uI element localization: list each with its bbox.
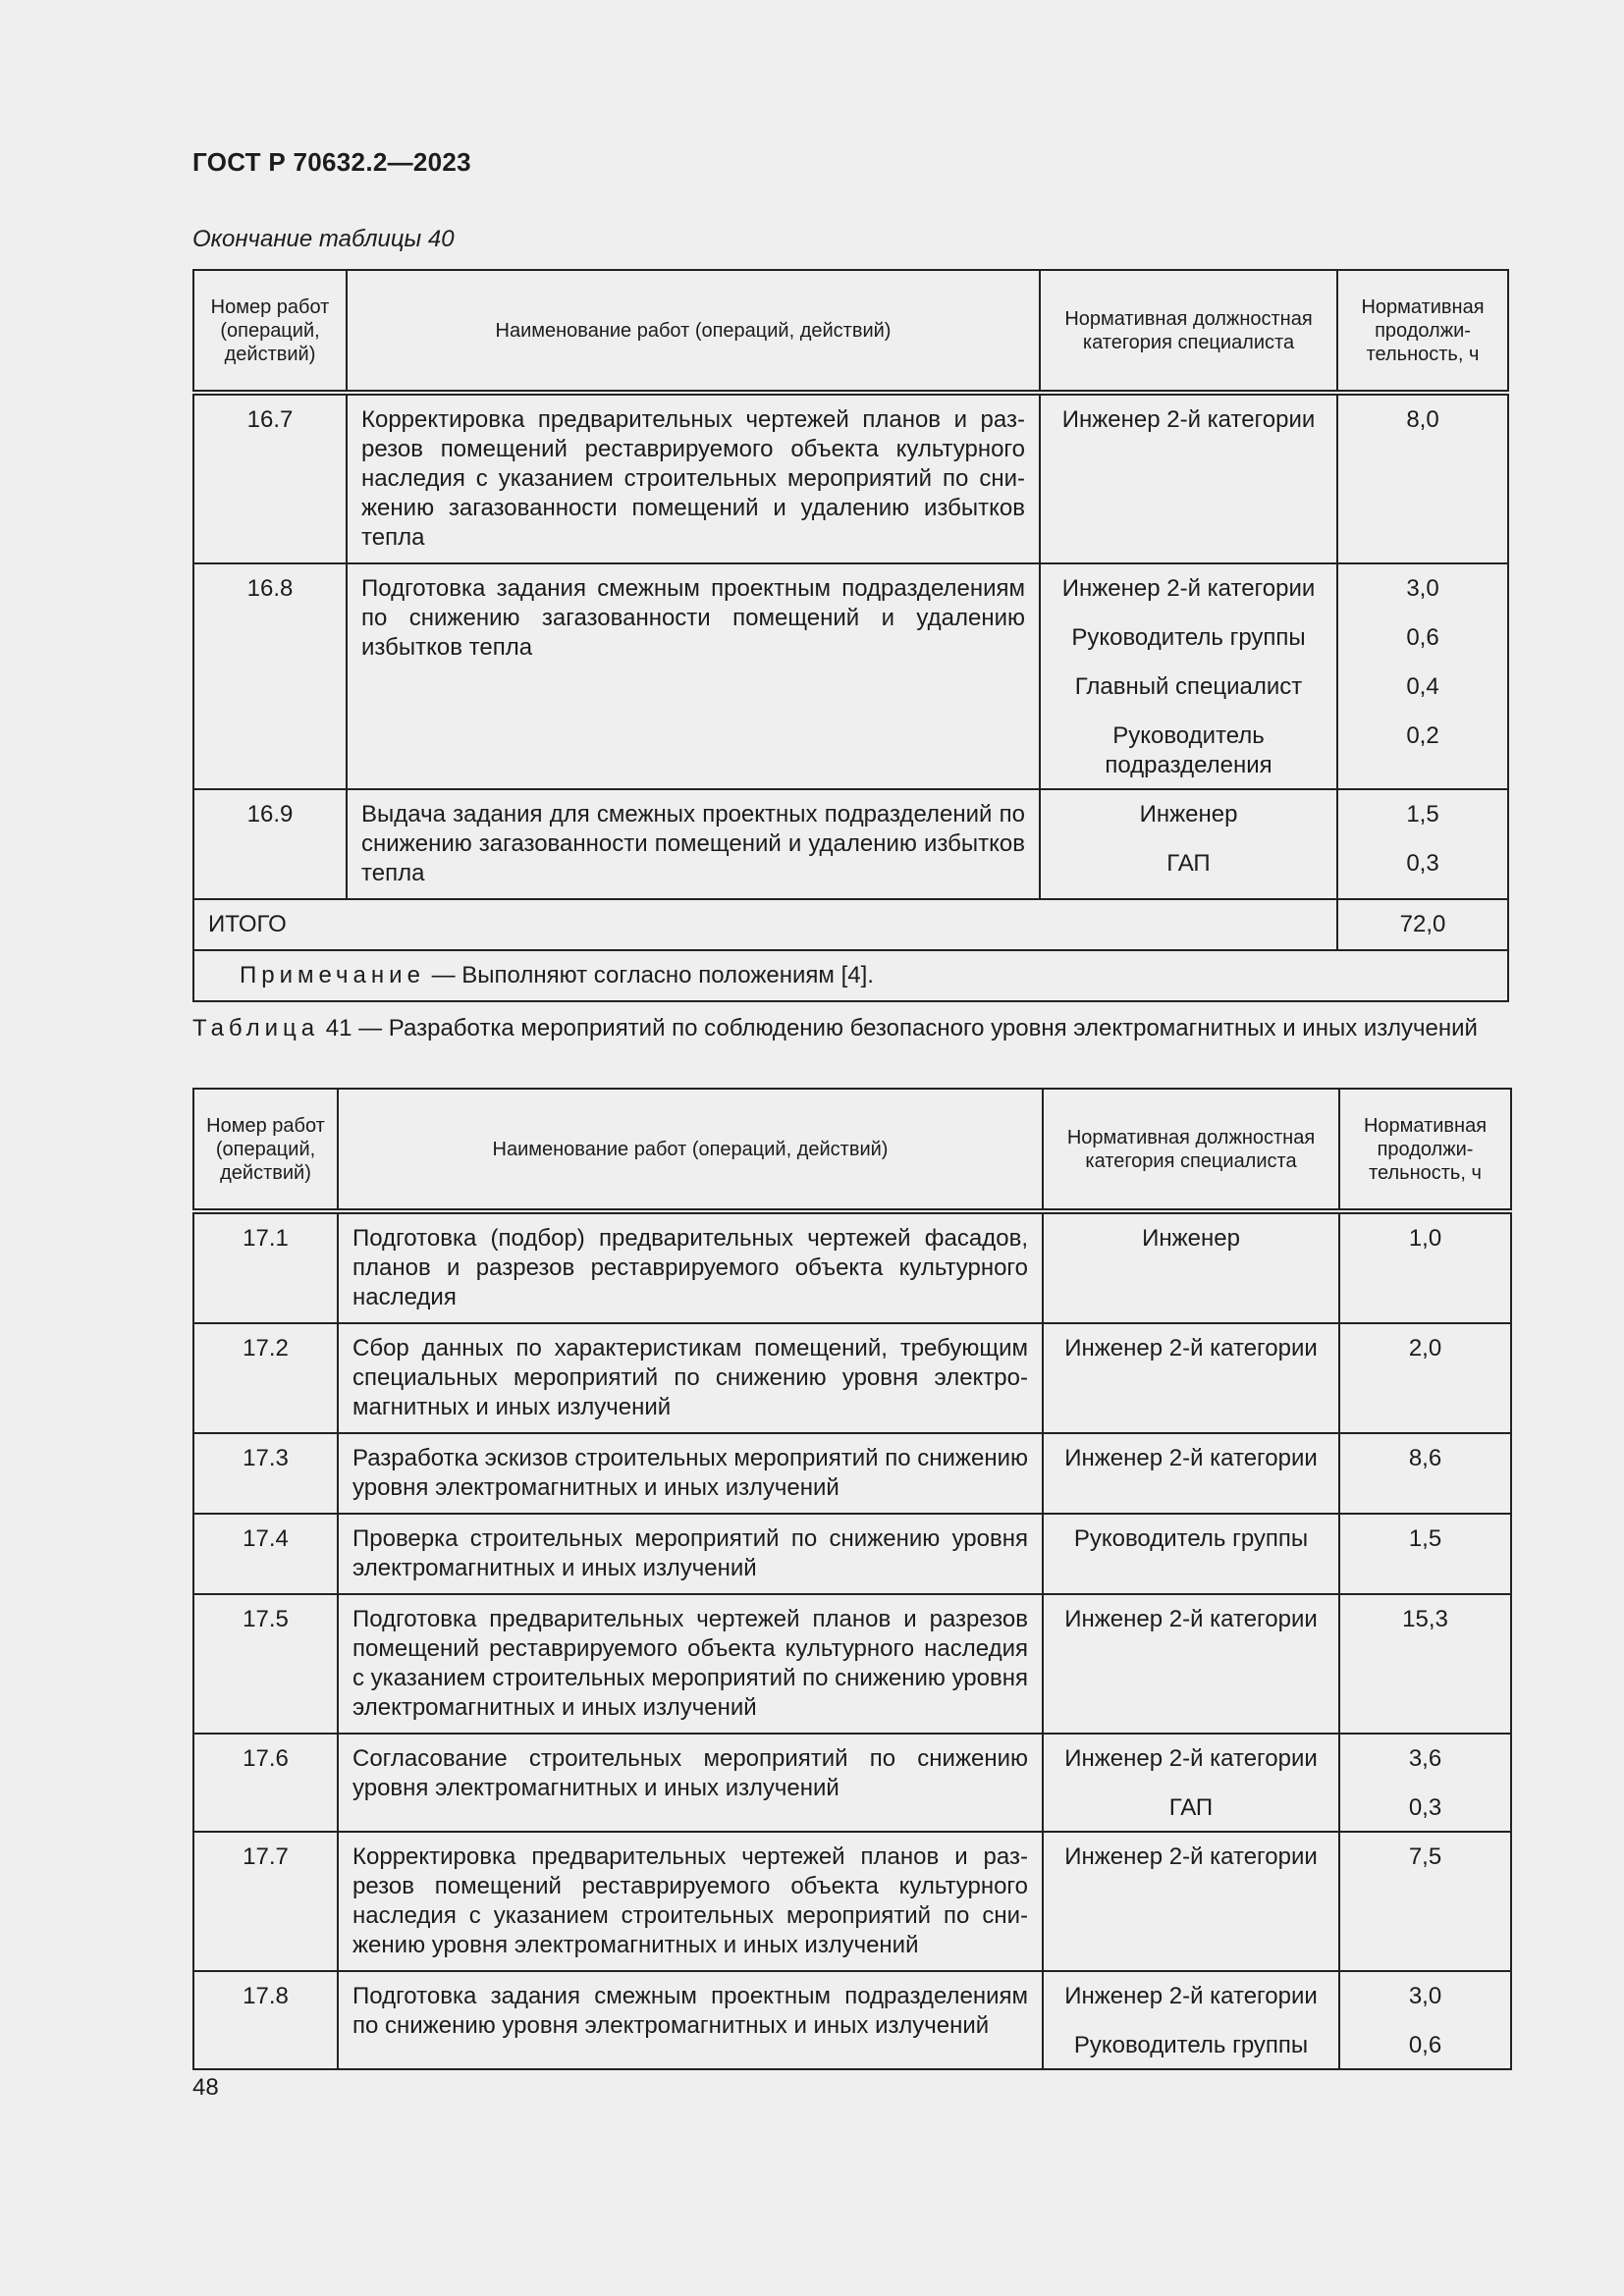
table-row <box>193 1734 1511 1832</box>
specialist-category-cell <box>1043 1211 1339 1323</box>
work-number: 16.9 <box>193 789 347 899</box>
note-dash: — <box>424 962 462 988</box>
specialist-category-cell <box>1043 1594 1339 1734</box>
table-40 <box>192 269 1509 1002</box>
duration-hours: 8,0 <box>1406 406 1439 433</box>
duration-hours: 7,5 <box>1408 1843 1442 1870</box>
specialist-category: Инженер 2-й категории <box>1064 1606 1318 1632</box>
duration-hours: 0,2 <box>1406 722 1439 749</box>
table41-body <box>193 1211 1511 2069</box>
work-number: 17.3 <box>193 1433 338 1514</box>
specialist-category: Инженер 2-й категории <box>1061 575 1316 602</box>
duration-cell <box>1339 1971 1511 2069</box>
header-duration: Нормативная продолжи-тельность, ч <box>1337 270 1508 393</box>
specialist-category: Инженер 2-й категории <box>1064 1335 1318 1362</box>
duration-hours: 3,0 <box>1406 575 1439 602</box>
work-number: 17.5 <box>193 1594 338 1734</box>
duration-hours: 0,6 <box>1406 624 1439 651</box>
page-number: 48 <box>192 2074 219 2101</box>
header-num: Номер работ (операций, действий) <box>193 1089 338 1211</box>
table41-caption-text: 41 — Разработка мероприятий по соблюдению безопасного уровня электромагнитных и иных излучений <box>319 1015 1478 1041</box>
duration-cell <box>1339 1594 1511 1734</box>
work-name: Разработка эскизов строительных мероприятий по снижению уровня электромагнитных и иных излучений <box>338 1433 1043 1514</box>
work-number: 17.4 <box>193 1514 338 1594</box>
duration-hours: 1,5 <box>1406 801 1439 828</box>
duration-cell <box>1337 393 1508 563</box>
duration-hours: 2,0 <box>1408 1335 1442 1362</box>
specialist-category-cell <box>1043 1433 1339 1514</box>
specialist-category: ГАП <box>1166 850 1211 877</box>
work-number: 17.1 <box>193 1211 338 1323</box>
table-row <box>193 1832 1511 1971</box>
document-code: ГОСТ Р 70632.2—2023 <box>192 147 471 177</box>
duration-hours: 1,0 <box>1408 1225 1442 1252</box>
specialist-category: Главный специалист <box>1074 673 1303 700</box>
specialist-category: Инженер 2-й категории <box>1061 406 1316 433</box>
specialist-category-cell <box>1043 1971 1339 2069</box>
duration-hours: 3,6 <box>1408 1745 1442 1772</box>
specialist-category: Инженер <box>1139 801 1238 828</box>
table-row <box>193 1514 1511 1594</box>
note-text: Выполняют согласно положениям [4]. <box>461 962 874 988</box>
specialist-category: Руководитель группы <box>1073 2032 1309 2058</box>
duration-cell <box>1339 1211 1511 1323</box>
duration-cell <box>1339 1734 1511 1832</box>
specialist-category-cell <box>1040 393 1337 563</box>
work-name: Подготовка задания смежным проектным подразделениям по снижению загазованности помещений и удалению избытков тепла <box>347 563 1040 789</box>
duration-cell <box>1339 1832 1511 1971</box>
total-value: 72,0 <box>1337 899 1508 950</box>
work-number: 17.8 <box>193 1971 338 2069</box>
table40-body <box>193 393 1508 1001</box>
specialist-category: Руководитель группы <box>1071 624 1306 651</box>
table-row <box>193 393 1508 563</box>
table-row <box>193 1971 1511 2069</box>
duration-hours: 1,5 <box>1408 1525 1442 1552</box>
work-number: 16.7 <box>193 393 347 563</box>
table-row <box>193 1433 1511 1514</box>
specialist-category-cell <box>1040 563 1337 789</box>
duration-cell <box>1339 1514 1511 1594</box>
note-row <box>193 950 1508 1001</box>
specialist-category: Руководитель подразделения <box>1105 722 1272 778</box>
header-duration: Нормативная продолжи-тельность, ч <box>1339 1089 1511 1211</box>
note-label: Примечание <box>240 962 425 988</box>
header-category: Нормативная должностная категория специалиста <box>1043 1089 1339 1211</box>
work-number: 17.2 <box>193 1323 338 1433</box>
table-row <box>193 789 1508 899</box>
note <box>193 950 1508 1001</box>
duration-cell <box>1337 789 1508 899</box>
duration-hours: 3,0 <box>1408 1983 1442 2009</box>
header-category: Нормативная должностная категория специалиста <box>1040 270 1337 393</box>
work-name: Проверка строительных мероприятий по снижению уровня электромагнитных и иных излучений <box>338 1514 1043 1594</box>
specialist-category: Инженер 2-й категории <box>1064 1445 1318 1471</box>
specialist-category: Инженер 2-й категории <box>1064 1843 1318 1870</box>
specialist-category-cell <box>1043 1734 1339 1832</box>
duration-cell <box>1337 563 1508 789</box>
table-row <box>193 563 1508 789</box>
header-num: Номер работ (операций, действий) <box>193 270 347 393</box>
duration-hours: 8,6 <box>1408 1445 1442 1471</box>
table40-caption: Окончание таблицы 40 <box>192 226 455 252</box>
table41-caption <box>192 1014 1508 1043</box>
specialist-category-cell <box>1043 1832 1339 1971</box>
specialist-category-cell <box>1043 1514 1339 1594</box>
specialist-category: Инженер <box>1142 1225 1240 1252</box>
table-41 <box>192 1088 1512 2070</box>
work-name: Подготовка задания смежным проектным подразделениям по снижению уровня электромагнитных и иных излучений <box>338 1971 1043 2069</box>
duration-hours: 0,6 <box>1408 2032 1442 2058</box>
work-name: Сбор данных по характеристикам помещений, требующим специальных мероприятий по снижению уровня электромагнитных и иных излучений <box>338 1323 1043 1433</box>
duration-hours: 0,3 <box>1406 850 1439 877</box>
duration-hours: 15,3 <box>1402 1606 1448 1632</box>
total-row <box>193 899 1508 950</box>
work-name: Согласование строительных мероприятий по снижению уровня электромагнитных и иных излучений <box>338 1734 1043 1832</box>
specialist-category: ГАП <box>1168 1794 1214 1821</box>
duration-hours: 0,4 <box>1406 673 1439 700</box>
duration-cell <box>1339 1323 1511 1433</box>
work-name: Выдача задания для смежных проектных подразделений по снижению загазованности помещений и удалению избытков тепла <box>347 789 1040 899</box>
work-name: Подготовка предварительных чертежей планов и разрезов помещений реставрируемого объекта культурного наследия с указанием строительных мероприятий по снижению уровня электромагнитных и иных излучений <box>338 1594 1043 1734</box>
duration-cell <box>1339 1433 1511 1514</box>
table41-header-row <box>193 1089 1511 1211</box>
table40-header-row <box>193 270 1508 393</box>
specialist-category: Руководитель группы <box>1073 1525 1309 1552</box>
table-row <box>193 1211 1511 1323</box>
header-name: Наименование работ (операций, действий) <box>347 270 1040 393</box>
table-row <box>193 1323 1511 1433</box>
total-label: ИТОГО <box>193 899 1337 950</box>
specialist-category: Инженер 2-й категории <box>1064 1983 1318 2009</box>
work-number: 17.7 <box>193 1832 338 1971</box>
table41-caption-label: Таблица <box>192 1015 320 1041</box>
specialist-category: Инженер 2-й категории <box>1064 1745 1318 1772</box>
work-name: Подготовка (подбор) предварительных чертежей фасадов, планов и разрезов реставрируемого объекта культурного наследия <box>338 1211 1043 1323</box>
specialist-category-cell <box>1043 1323 1339 1433</box>
duration-hours: 0,3 <box>1408 1794 1442 1821</box>
work-name: Корректировка предварительных чертежей планов и разрезов помещений реставрируемого объекта культурного наследия с указанием строительных мероприятий по снижению загазованности помещений и удалению избытков тепла <box>347 393 1040 563</box>
work-name: Корректировка предварительных чертежей планов и разрезов помещений реставрируемого объекта культурного наследия с указанием строительных мероприятий по снижению уровня электромагнитных и иных излучений <box>338 1832 1043 1971</box>
work-number: 16.8 <box>193 563 347 789</box>
table-row <box>193 1594 1511 1734</box>
work-number: 17.6 <box>193 1734 338 1832</box>
specialist-category-cell <box>1040 789 1337 899</box>
header-name: Наименование работ (операций, действий) <box>338 1089 1043 1211</box>
